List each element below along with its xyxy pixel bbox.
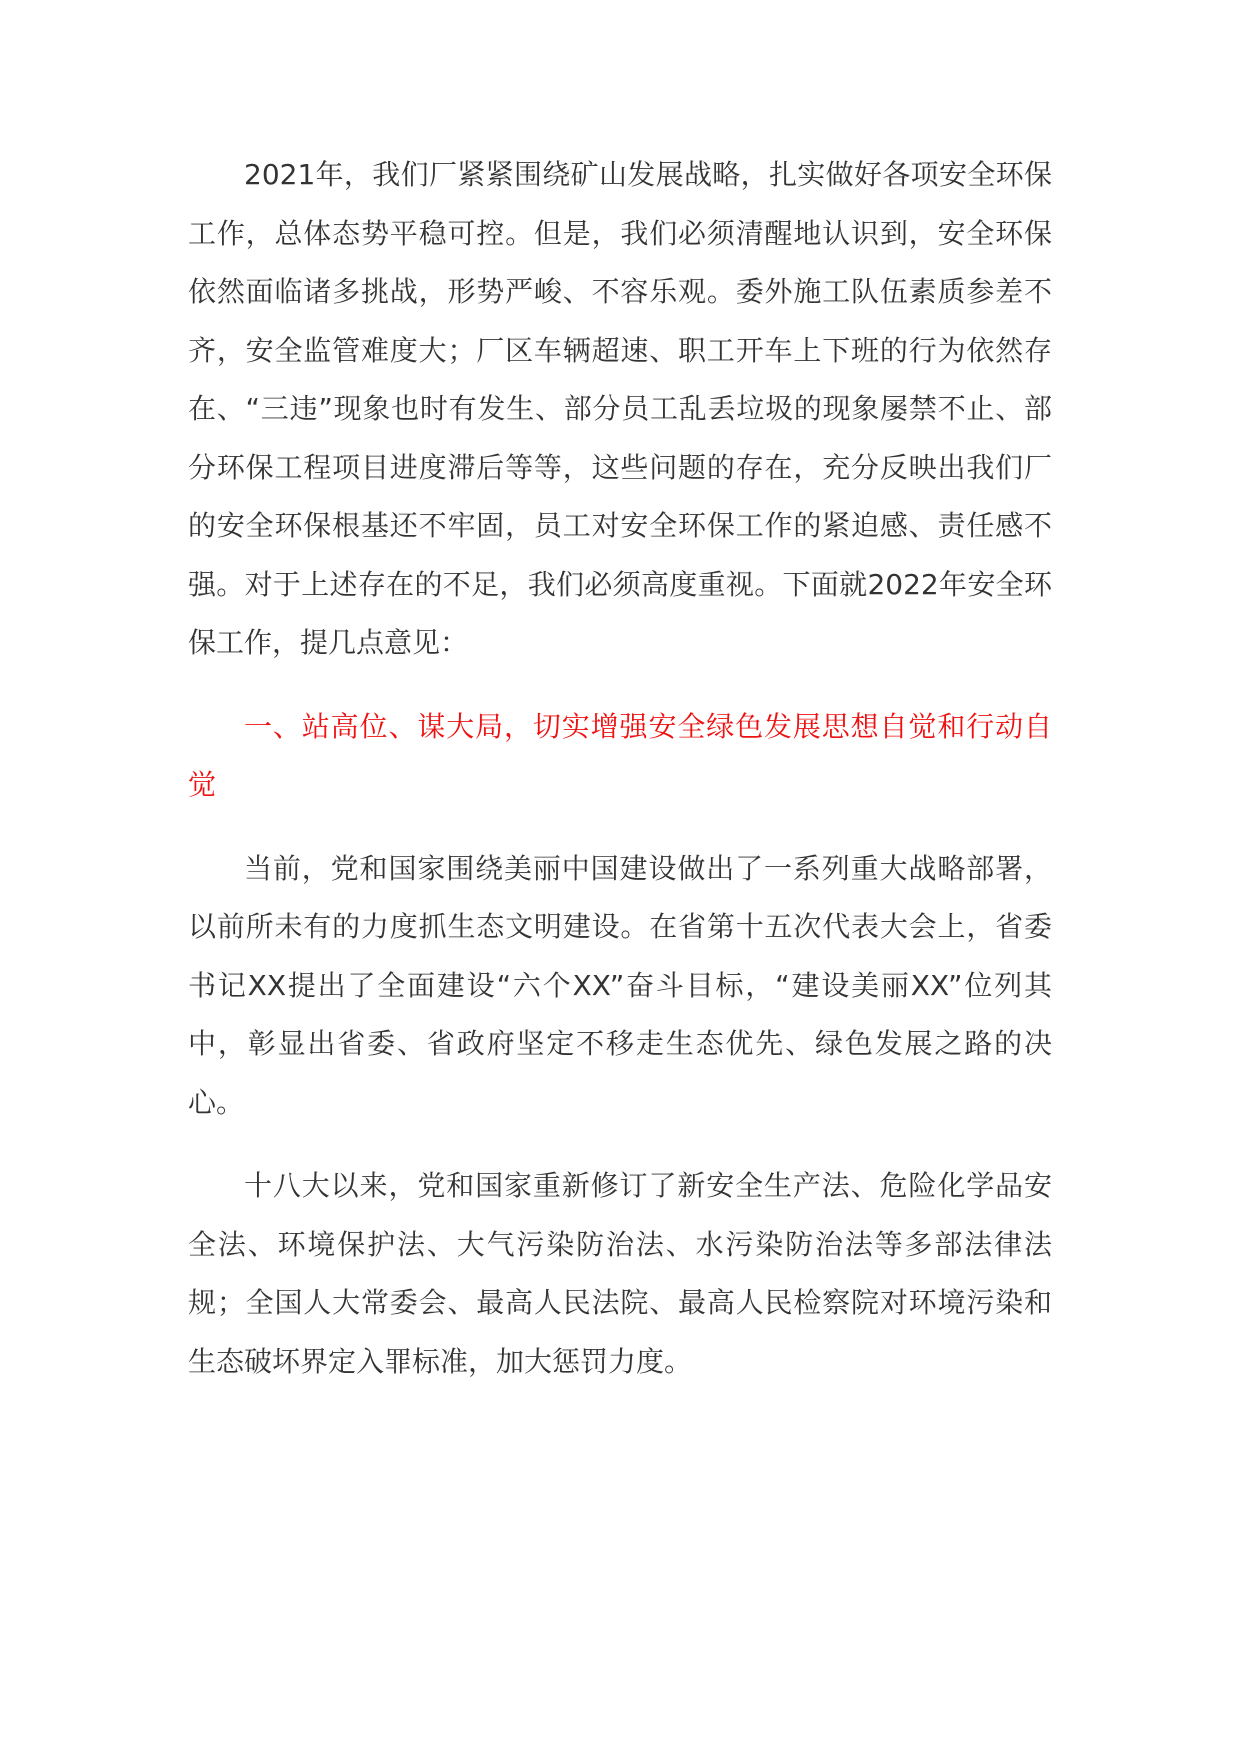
document-page bbox=[188, 146, 1052, 1391]
paragraph-intro: 2021年，我们厂紧紧围绕矿山发展战略，扎实做好各项安全环保工作，总体态势平稳可控。但是，我们必须清醒地认识到，安全环保依然面临诸多挑战，形势严峻、不容乐观。委外施工队伍素质参差不齐，安全监管难度大；厂区车辆超速、职工开车上下班的行为依然存在、“三违”现象也时有发生、部分员工乱丢垃圾的现象屡禁不止、部分环保工程项目进度滞后等等，这些问题的存在，充分反映出我们厂的安全环保根基还不牢固，员工对安全环保工作的紧迫感、责任感不强。对于上述存在的不足，我们必须高度重视。下面就2022年安全环保工作，提几点意见： bbox=[188, 158, 1052, 659]
paragraph-current-situation: 当前，党和国家围绕美丽中国建设做出了一系列重大战略部署，以前所未有的力度抓生态文明建设。在省第十五次代表大会上，省委书记XX提出了全面建设“六个XX”奋斗目标，“建设美丽XX”位列其中，彰显出省委、省政府坚定不移走生态优先、绿色发展之路的决心。 bbox=[188, 851, 1052, 1119]
section-heading-1: 一、站高位、谋大局，切实增强安全绿色发展思想自觉和行动自觉 bbox=[188, 709, 1052, 801]
paragraph-laws-regulations: 十八大以来，党和国家重新修订了新安全生产法、危险化学品安全法、环境保护法、大气污染防治法、水污染防治法等多部法律法规；全国人大常委会、最高人民法院、最高人民检察院对环境污染和生态破坏界定入罪标准，加大惩罚力度。 bbox=[188, 1169, 1052, 1378]
